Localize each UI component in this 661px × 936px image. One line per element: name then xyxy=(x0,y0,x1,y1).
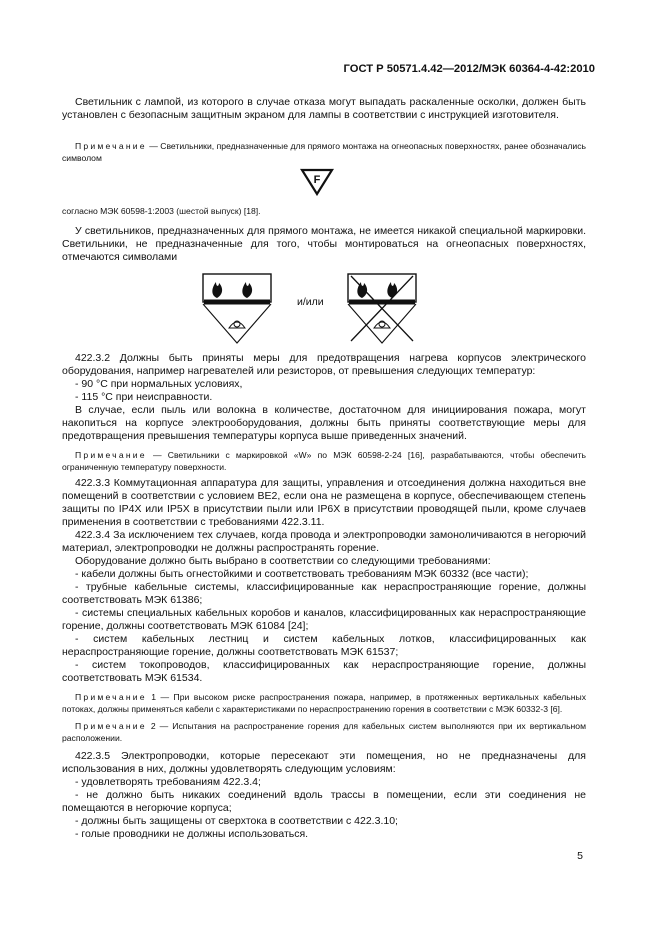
list-item: - голые проводники не должны использоваться. xyxy=(75,828,309,840)
note-text: 2 — Испытания на распространение горения для кабельных систем выполняются при их вертикальном расположении. xyxy=(62,721,586,743)
note-label: Примечание xyxy=(75,692,147,702)
list-item: - кабели должны быть огнестойкими и соответствовать требованиям МЭК 60332 (все части); xyxy=(75,568,529,580)
paragraph-4234: 422.3.4 За исключением тех случаев, когда провода и электропроводки замоноличиваются в негорючий материал, электропроводки не должны распространять горение. xyxy=(62,529,586,554)
list-item: - удовлетворять требованиям 422.3.4; xyxy=(75,776,261,788)
f-triangle-symbol xyxy=(300,168,334,196)
flammable-surface-symbol-2 xyxy=(347,273,417,345)
paragraph-marking: У светильников, предназначенных для прямого монтажа, не имеется никакой специальной маркировки. Светильники, не предназначенные для того, чтобы монтироваться на огнеопасных поверхностях, отмечаются символами xyxy=(62,225,586,263)
list-item: - 90 °С при нормальных условиях, xyxy=(75,378,243,390)
list-item: - систем токопроводов, классифицированных как нераспространяющие горение, должны соответствовать МЭК 61534. xyxy=(62,659,586,684)
paragraph-equipment: Оборудование должно быть выбрано в соответствии со следующими требованиями: xyxy=(75,555,491,567)
paragraph-dust: В случае, если пыль или волокна в количестве, достаточном для инициирования пожара, могут накопиться на корпусе электрооборудования, должны быть приняты соответствующие меры для предотвращения превышения температуры корпуса выше приведенных значений. xyxy=(62,404,586,442)
paragraph-4235: 422.3.5 Электропроводки, которые пересекают эти помещения, но не предназначены для использования в них, должны удовлетворять следующим условиям: xyxy=(62,750,586,775)
note-text: — Светильники, предназначенные для прямого монтажа на огнеопасных поверхностях, ранее обозначались символом xyxy=(62,141,587,163)
note-text: — Светильники с маркировкой «W» по МЭК 60598-2-24 [16], разрабатываются, чтобы обеспечить ограниченную температуру поверхности. xyxy=(62,450,586,472)
page-number: 5 xyxy=(577,850,583,862)
note-fire-symbol xyxy=(62,140,586,164)
luminaire-icon xyxy=(229,321,245,328)
note-cable-fire xyxy=(62,691,586,715)
f-symbol-letter: F xyxy=(313,174,321,186)
paragraph-4233: 422.3.3 Коммутационная аппаратура для защиты, управления и отсоединения должна находиться вне помещений в соответствии с условием BE2, если она не размещена в корпусе, обеспечивающем степень защиты по IP4X или IP5X в присутствии пыли или IP6X в присутствии проводящей пыли, кроме случаев применения в соответствии с требованиями 422.3.11. xyxy=(62,477,586,528)
paragraph-lamp-shield: Светильник с лампой, из которого в случае отказа могут выпадать раскаленные осколки, должен быть установлен с безопасным защитным экраном для лампы в соответствии с инструкцией изготовителя. xyxy=(62,96,586,121)
list-item: - не должно быть никаких соединений вдоль трассы в помещении, если эти соединения не помещаются в негорючие корпуса; xyxy=(62,789,586,814)
paragraph-4232: 422.3.2 Должны быть приняты меры для предотвращения нагрева корпусов электрического оборудования, например нагревателей или резисторов, от превышения следующих температур: xyxy=(62,352,586,377)
document-header: ГОСТ Р 50571.4.42—2012/МЭК 60364-4-42:2010 xyxy=(343,63,595,75)
note-iec-reference: согласно МЭК 60598-1:2003 (шестой выпуск) [18]. xyxy=(62,206,261,216)
note-label: Примечание xyxy=(75,141,147,151)
list-item: - должны быть защищены от сверхтока в соответствии с 422.3.10; xyxy=(75,815,398,827)
symbols-or-label: и/или xyxy=(297,296,324,308)
luminaire-icon xyxy=(374,321,390,328)
note-w-marking xyxy=(62,449,586,473)
list-item: - системы специальных кабельных коробов и каналов, классифицированных как нераспространяющие горение, должны соответствовать МЭК 61084 [24]; xyxy=(62,607,586,632)
flammable-surface-symbol-1 xyxy=(202,273,272,345)
note-text: 1 — При высоком риске распространения пожара, например, в протяженных вертикальных кабельных потоках, должны применяться кабели с характеристиками по нераспространению горения в соответствии с МЭК 60332-3 [6]. xyxy=(62,692,586,714)
list-item: - систем кабельных лестниц и систем кабельных лотков, классифицированных как нераспространяющие горение, должны соответствовать МЭК 61537; xyxy=(62,633,586,658)
note-label: Примечание xyxy=(75,721,147,731)
note-label: Примечание xyxy=(75,450,147,460)
list-item: - 115 °С при неисправности. xyxy=(75,391,213,403)
list-item: - трубные кабельные системы, классифицированные как нераспространяющие горение, должны соответствовать МЭК 61386; xyxy=(62,581,586,606)
note-vertical-test xyxy=(62,720,586,744)
